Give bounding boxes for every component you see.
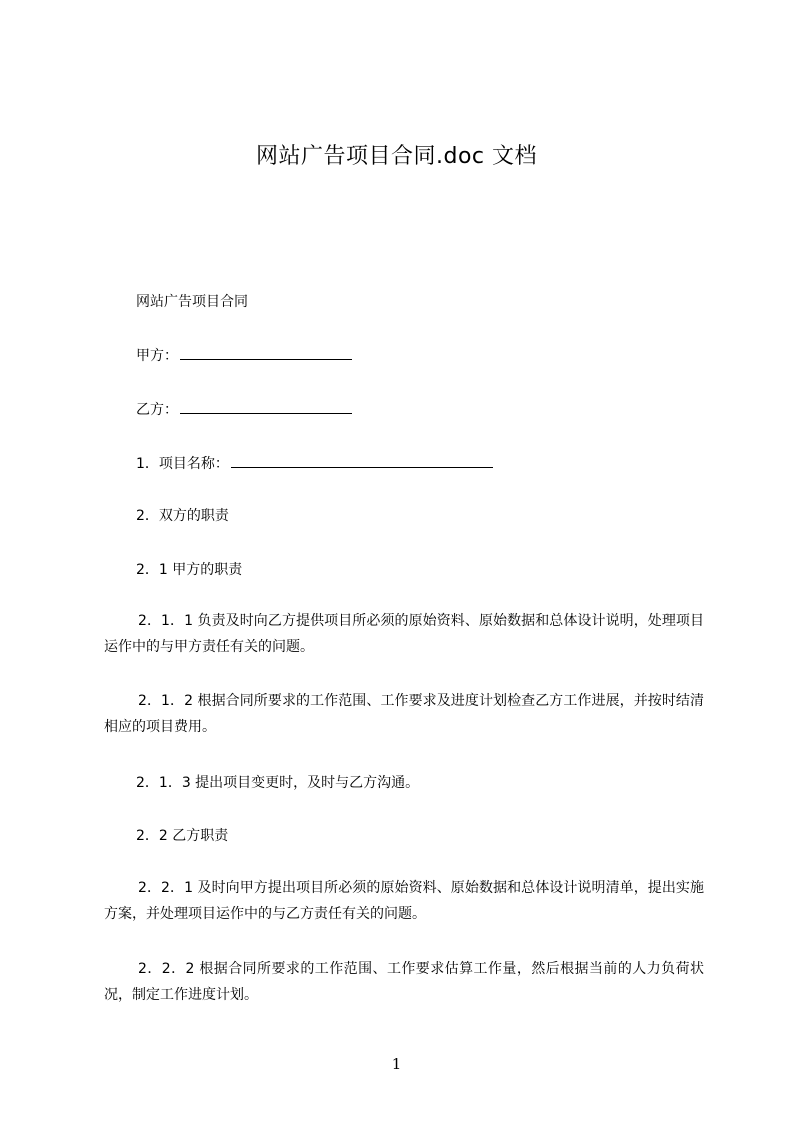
document-title: 网站广告项目合同.doc 文档 [255, 144, 537, 169]
clause-2-2-2: 2．2．2 根据合同所要求的工作范围、工作要求估算工作量，然后根据当前的人力负荷状况，制定工作进度计划。 [104, 961, 704, 1003]
project-name-label: 1．项目名称： [136, 456, 229, 472]
party-b-line [136, 399, 352, 420]
party-b-blank [180, 399, 352, 414]
contract-heading: 网站广告项目合同 [136, 294, 248, 310]
party-a-label: 甲方： [136, 348, 178, 364]
section-2-heading: 2．双方的职责 [136, 508, 229, 524]
section-2-2-heading: 2．2 乙方职责 [136, 828, 229, 844]
section-2-1-heading: 2．1 甲方的职责 [136, 562, 243, 578]
party-b-label: 乙方： [136, 402, 178, 418]
project-name-line [136, 453, 493, 474]
clause-2-1-2: 2．1．2 根据合同所要求的工作范围、工作要求及进度计划检查乙方工作进展，并按时结清相应的项目费用。 [104, 693, 704, 735]
clause-2-1-3: 2．1．3 提出项目变更时，及时与乙方沟通。 [136, 775, 420, 791]
clause-2-1-1: 2．1．1 负责及时向乙方提供项目所必须的原始资料、原始数据和总体设计说明，处理项目运作中的与甲方责任有关的问题。 [104, 613, 704, 655]
clause-2-2-1: 2．2．1 及时向甲方提出项目所必须的原始资料、原始数据和总体设计说明清单，提出实施方案，并处理项目运作中的与乙方责任有关的问题。 [104, 880, 704, 922]
project-name-blank [231, 453, 493, 468]
party-a-line [136, 345, 352, 366]
page-number: 1 [391, 1055, 402, 1073]
party-a-blank [180, 345, 352, 360]
